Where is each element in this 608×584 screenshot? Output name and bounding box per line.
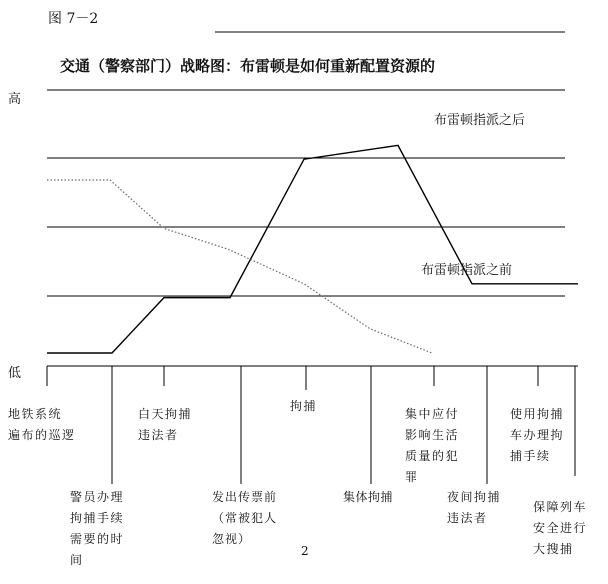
category-label-5: 集体拘捕 <box>343 490 394 504</box>
category-label-6: 集中应付 影响生活 质量的犯 罪 <box>405 407 460 484</box>
y-axis-label-high: 高 <box>8 92 22 107</box>
category-label-7: 夜间拘捕 违法者 <box>447 490 502 525</box>
category-label-4: 拘捕 <box>290 399 318 413</box>
category-label-0: 地铁系统 遍布的巡逻 <box>8 407 76 442</box>
category-label-1: 警员办理 拘捕手续 需要的时 间 <box>70 490 125 567</box>
series-line-after <box>47 145 578 353</box>
x-axis <box>47 366 578 484</box>
y-axis-label-low: 低 <box>8 366 22 381</box>
page-number: 2 <box>301 544 309 558</box>
series-line-before <box>47 180 432 353</box>
figure-label: 图 7－2 <box>48 11 99 27</box>
chart-title: 交通（警察部门）战略图：布雷顿是如何重新配置资源的 <box>60 57 436 75</box>
category-label-3: 发出传票前 （常被犯人 忽视） <box>212 490 278 546</box>
series-label-before: 布雷顿指派之前 <box>421 263 513 278</box>
category-label-8: 使用拘捕 车办理拘 捕手续 <box>510 407 565 463</box>
category-label-9: 保障列车 安全进行 大搜捕 <box>533 500 588 556</box>
series-label-after: 布雷顿指派之后 <box>434 113 526 128</box>
category-label-2: 白天拘捕 违法者 <box>138 407 193 442</box>
series-layer <box>47 145 578 353</box>
